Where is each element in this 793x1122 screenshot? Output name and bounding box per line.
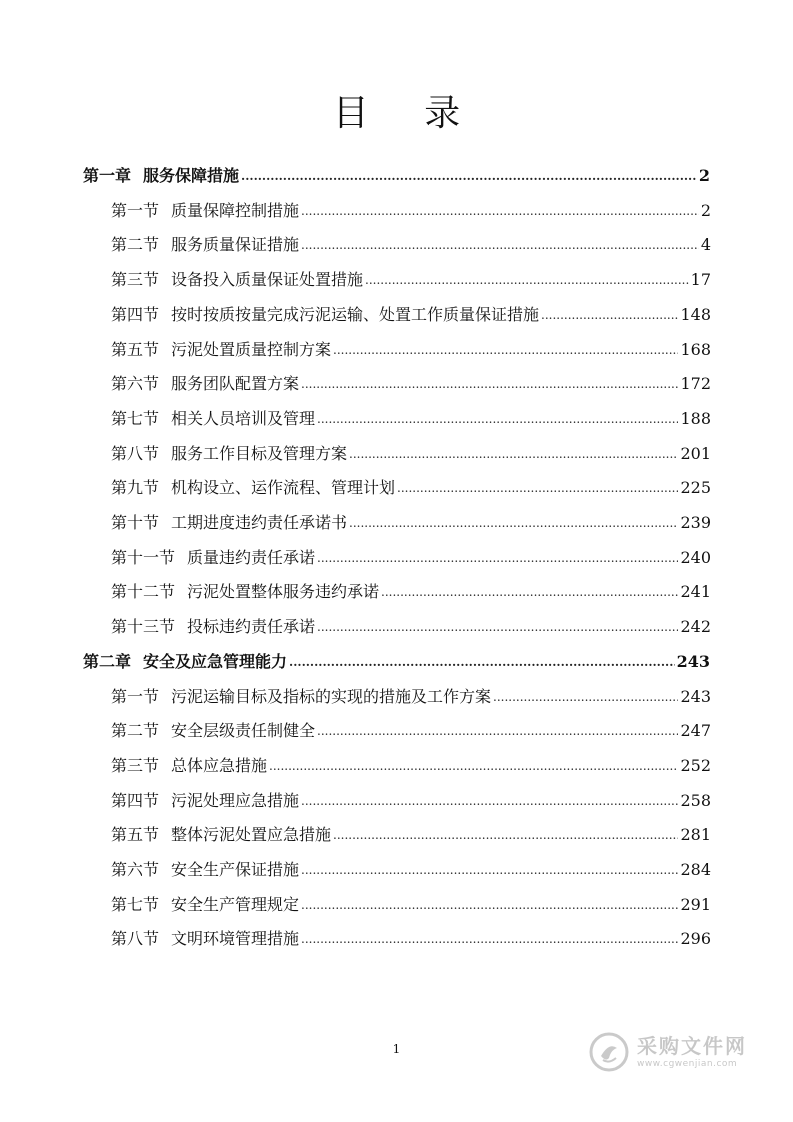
toc-entry-page: 242 — [680, 617, 711, 637]
toc-entry-number: 第五节 — [111, 825, 160, 845]
toc-section-entry[interactable] — [111, 603, 711, 637]
toc-chapter-entry[interactable] — [83, 152, 710, 186]
toc-entry-label: 质量保障控制措施 — [171, 200, 300, 220]
toc-section-entry[interactable] — [111, 499, 711, 533]
toc-dot-leader — [541, 305, 678, 325]
toc-dot-leader — [301, 201, 699, 221]
toc-dot-leader — [317, 617, 678, 637]
toc-entry-label: 服务团队配置方案 — [171, 374, 300, 394]
toc-dot-leader — [349, 444, 678, 464]
toc-entry-number: 第六节 — [111, 374, 160, 394]
toc-entry-page: 2 — [700, 200, 711, 220]
watermark — [589, 1028, 779, 1076]
toc-entry-label: 服务工作目标及管理方案 — [171, 443, 348, 463]
toc-dot-leader — [301, 929, 678, 949]
toc-entry-label: 文明环境管理措施 — [171, 929, 300, 949]
toc-section-entry[interactable] — [111, 360, 711, 394]
toc-section-entry[interactable] — [111, 742, 711, 776]
toc-entry-number: 第二节 — [111, 721, 160, 741]
toc-entry-page: 243 — [680, 686, 711, 706]
toc-entry-page: 240 — [680, 547, 711, 567]
toc-entry-number: 第五节 — [111, 339, 160, 359]
toc-section-entry[interactable] — [111, 395, 711, 429]
toc-entry-page: 247 — [680, 721, 711, 741]
toc-entry-number: 第三节 — [111, 270, 160, 290]
toc-entry-label: 污泥处置整体服务违约承诺 — [187, 582, 380, 602]
toc-entry-number: 第十节 — [111, 513, 160, 532]
toc-dot-leader — [301, 791, 678, 811]
toc-entry-number: 第一章 — [83, 166, 132, 185]
toc-entry-number: 第八节 — [111, 443, 160, 463]
toc-chapter-entry[interactable] — [83, 638, 710, 672]
toc-entry-page: 258 — [680, 790, 711, 810]
toc-entry-label: 相关人员培训及管理 — [171, 408, 316, 428]
toc-entry-page: 284 — [680, 860, 711, 879]
toc-section-entry[interactable] — [111, 846, 711, 880]
toc-entry-label: 污泥运输目标及指标的实现的措施及工作方案 — [171, 686, 492, 706]
watermark-name: 采购文件网 — [637, 1034, 747, 1058]
toc-section-entry[interactable] — [111, 915, 711, 949]
toc-entry-number: 第七节 — [111, 894, 160, 914]
toc-entry-page: 172 — [680, 374, 711, 394]
toc-entry-number: 第二章 — [83, 651, 132, 671]
toc-section-entry[interactable] — [111, 464, 711, 498]
toc-entry-page: 201 — [680, 443, 711, 463]
toc-entry-number: 第二节 — [111, 235, 160, 255]
toc-entry-label: 安全层级责任制健全 — [171, 721, 316, 741]
toc-entry-page: 239 — [680, 513, 711, 532]
toc-entry-label: 污泥处置质量控制方案 — [171, 339, 332, 359]
toc-entry-label: 质量违约责任承诺 — [187, 547, 316, 567]
toc-entry-number: 第九节 — [111, 478, 160, 498]
toc-dot-leader — [333, 825, 678, 845]
toc-section-entry[interactable] — [111, 707, 711, 741]
toc-entry-label: 整体污泥处置应急措施 — [171, 825, 332, 845]
toc-section-entry[interactable] — [111, 881, 711, 915]
toc-entry-number: 第十二节 — [111, 582, 176, 602]
toc-entry-number: 第一节 — [111, 686, 160, 706]
toc-entry-page: 291 — [680, 894, 711, 914]
toc-entry-number: 第四节 — [111, 304, 160, 324]
toc-entry-label: 投标违约责任承诺 — [187, 617, 316, 637]
toc-entry-number: 第六节 — [111, 860, 160, 879]
toc-section-entry[interactable] — [111, 430, 711, 464]
toc-section-entry[interactable] — [111, 256, 711, 290]
toc-entry-page: 168 — [680, 339, 711, 359]
toc-dot-leader — [301, 860, 678, 880]
watermark-logo-icon — [589, 1032, 629, 1072]
toc-entry-label: 机构设立、运作流程、管理计划 — [171, 478, 396, 498]
toc-entry-number: 第十一节 — [111, 547, 176, 567]
toc-dot-leader — [493, 687, 678, 707]
toc-entry-label: 安全及应急管理能力 — [143, 651, 288, 671]
toc-entry-page: 2 — [698, 166, 710, 185]
toc-dot-leader — [301, 895, 678, 915]
toc-dot-leader — [365, 270, 689, 290]
toc-entry-label: 安全生产保证措施 — [171, 860, 300, 879]
toc-entry-label: 服务保障措施 — [143, 166, 240, 185]
toc-dot-leader — [241, 166, 697, 186]
toc-entry-page: 148 — [680, 304, 711, 324]
toc-entry-label: 服务质量保证措施 — [171, 235, 300, 255]
toc-entry-page: 252 — [680, 755, 711, 775]
toc-dot-leader — [349, 513, 678, 533]
watermark-url: www.cgwenjian.com — [637, 1059, 738, 1069]
toc-entry-number: 第一节 — [111, 200, 160, 220]
toc-dot-leader — [381, 582, 678, 602]
toc-entry-number: 第十三节 — [111, 617, 176, 637]
toc-dot-leader — [301, 235, 699, 255]
toc-section-entry[interactable] — [111, 291, 711, 325]
toc-entry-label: 污泥处理应急措施 — [171, 790, 300, 810]
toc-entry-label: 设备投入质量保证处置措施 — [171, 270, 364, 290]
toc-section-entry[interactable] — [111, 777, 711, 811]
toc-section-entry[interactable] — [111, 811, 711, 845]
toc-entry-page: 296 — [680, 929, 711, 949]
page-title: 目 录 — [332, 93, 483, 134]
toc-entry-page: 241 — [680, 582, 711, 602]
toc-entry-page: 225 — [680, 478, 711, 498]
toc-dot-leader — [269, 756, 678, 776]
toc-entry-number: 第七节 — [111, 408, 160, 428]
toc-dot-leader — [289, 652, 675, 672]
toc-entry-number: 第三节 — [111, 755, 160, 775]
toc-dot-leader — [317, 548, 678, 568]
toc-dot-leader — [317, 721, 678, 741]
toc-dot-leader — [317, 409, 678, 429]
toc-entry-label: 总体应急措施 — [171, 755, 268, 775]
toc-section-entry[interactable] — [111, 568, 711, 602]
toc-entry-number: 第四节 — [111, 790, 160, 810]
toc-entry-page: 188 — [680, 408, 711, 428]
toc-entry-label: 按时按质按量完成污泥运输、处置工作质量保证措施 — [171, 304, 540, 324]
toc-section-entry[interactable] — [111, 187, 711, 221]
toc-dot-leader — [301, 374, 678, 394]
toc-entry-label: 工期进度违约责任承诺书 — [171, 513, 348, 532]
toc-dot-leader — [333, 340, 678, 360]
toc-section-entry[interactable] — [111, 673, 711, 707]
toc-entry-page: 243 — [676, 651, 710, 671]
toc-section-entry[interactable] — [111, 326, 711, 360]
page-number: 1 — [392, 1042, 401, 1056]
toc-entry-label: 安全生产管理规定 — [171, 894, 300, 914]
toc-entry-page: 281 — [680, 825, 711, 845]
toc-section-entry[interactable] — [111, 221, 711, 255]
toc-entry-page: 17 — [690, 270, 711, 290]
toc-entry-number: 第八节 — [111, 929, 160, 949]
toc-section-entry[interactable] — [111, 534, 711, 568]
toc-entry-page: 4 — [700, 235, 711, 255]
toc-dot-leader — [397, 478, 678, 498]
